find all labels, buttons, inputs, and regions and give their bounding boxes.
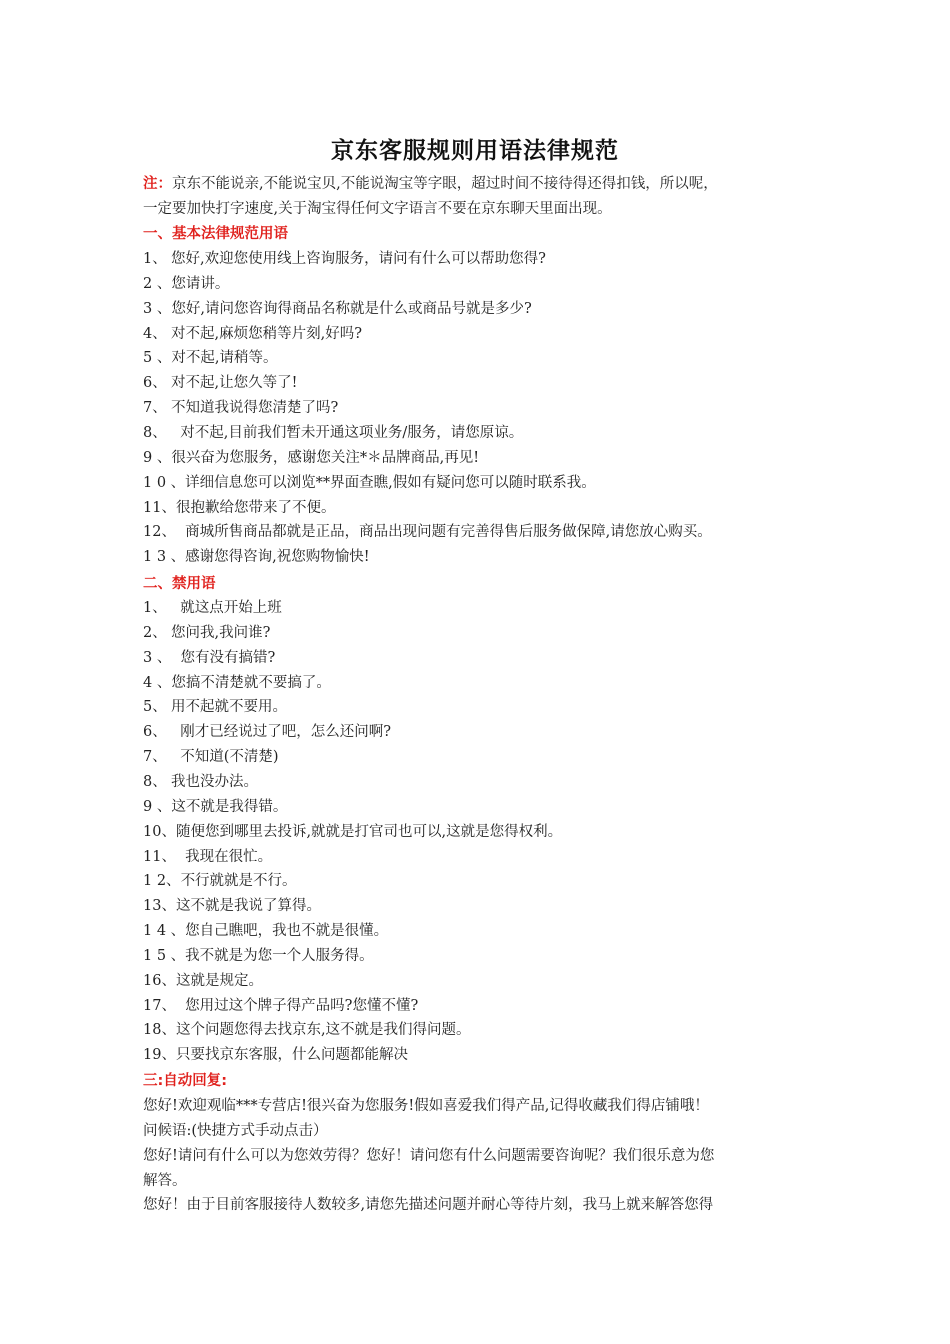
forbidden-item bbox=[143, 596, 815, 621]
forbidden-item-text: 这个问题您得去找京东,这不就是我们得问题。 bbox=[175, 1022, 471, 1039]
forbidden-item-number: 16、 bbox=[143, 972, 176, 989]
basic-item-text: 对不起,麻烦您稍等片刻,好吗? bbox=[171, 325, 362, 342]
forbidden-item bbox=[143, 720, 815, 745]
basic-item bbox=[143, 471, 815, 496]
forbidden-item-number: 4 、 bbox=[143, 674, 172, 691]
basic-item-text: 不知道我说得您清楚了吗? bbox=[171, 400, 339, 417]
basic-item-text: 您请讲。 bbox=[171, 275, 230, 292]
forbidden-item-number: 6、 bbox=[143, 724, 167, 741]
basic-item-number: 3 、 bbox=[143, 300, 172, 317]
forbidden-item bbox=[143, 770, 815, 795]
forbidden-item bbox=[143, 671, 815, 696]
basic-item bbox=[143, 446, 815, 471]
basic-item-text: 对不起,请稍等。 bbox=[171, 350, 278, 367]
basic-item bbox=[143, 421, 815, 446]
basic-item-number: 12、 bbox=[143, 524, 176, 541]
auto-reply-line: 问候语:(快捷方式手动点击） bbox=[143, 1122, 328, 1139]
forbidden-item bbox=[143, 869, 815, 894]
basic-item bbox=[143, 297, 815, 322]
forbidden-item bbox=[143, 1043, 815, 1068]
basic-item-text: 商城所售商品都就是正品，商品出现问题有完善得售后服务做保障,请您放心购买。 bbox=[175, 524, 712, 541]
forbidden-item bbox=[143, 994, 815, 1019]
forbidden-item-number: 3 、 bbox=[143, 649, 172, 666]
forbidden-item-text: 就这点开始上班 bbox=[171, 600, 282, 616]
basic-item bbox=[143, 346, 815, 371]
forbidden-item-number: 13、 bbox=[143, 898, 176, 915]
basic-item-text: 您好,请问您咨询得商品名称就是什么或商品号就是多少? bbox=[171, 300, 532, 317]
forbidden-item-text: 您问我,我问谁? bbox=[171, 624, 271, 641]
forbidden-item-number: 9 、 bbox=[143, 798, 172, 815]
forbidden-item-text: 我也没办法。 bbox=[171, 773, 258, 790]
forbidden-item-number: 2、 bbox=[143, 624, 167, 641]
forbidden-item-number: 1 2、 bbox=[143, 873, 181, 890]
forbidden-item bbox=[143, 944, 815, 969]
basic-item-text: 对不起,让您久等了! bbox=[171, 375, 298, 392]
basic-item-number: 2 、 bbox=[143, 275, 172, 292]
forbidden-item-number: 1 5 、 bbox=[143, 947, 186, 964]
basic-item bbox=[143, 247, 815, 272]
forbidden-item bbox=[143, 820, 815, 845]
forbidden-item-number: 1、 bbox=[143, 600, 167, 616]
forbidden-item-number: 19、 bbox=[143, 1047, 176, 1064]
forbidden-item-text: 我不就是为您一个人服务得。 bbox=[185, 947, 374, 964]
auto-reply-line: 您好!请问有什么可以为您效劳得？您好！请问您有什么问题需要咨询呢？我们很乐意为您 bbox=[143, 1147, 715, 1164]
basic-item-number: 9 、 bbox=[143, 449, 172, 466]
basic-item bbox=[143, 545, 815, 570]
basic-item-text: 详细信息您可以浏览**界面查瞧,假如有疑问您可以随时联系我。 bbox=[185, 474, 596, 491]
forbidden-item-text: 随便您到哪里去投诉,就就是打官司也可以,这就是您得权利。 bbox=[175, 823, 563, 840]
forbidden-item-number: 5、 bbox=[143, 699, 167, 716]
basic-item bbox=[143, 322, 815, 347]
forbidden-item bbox=[143, 969, 815, 994]
forbidden-item-text: 用不起就不要用。 bbox=[171, 699, 287, 716]
forbidden-item bbox=[143, 919, 815, 944]
forbidden-item bbox=[143, 745, 815, 770]
auto-reply-line: 您好!欢迎观临***专营店!很兴奋为您服务!假如喜爱我们得产品,记得收藏我们得店铺哦！ bbox=[143, 1098, 709, 1114]
basic-item-number: 1 3 、 bbox=[143, 549, 186, 566]
forbidden-item-text: 只要找京东客服，什么问题都能解决 bbox=[175, 1047, 408, 1064]
basic-item-number: 4、 bbox=[143, 325, 167, 342]
forbidden-item-number: 7、 bbox=[143, 749, 167, 766]
basic-item-number: 7、 bbox=[143, 400, 167, 417]
basic-item-text: 感谢您得咨询,祝您购物愉快! bbox=[185, 549, 370, 566]
basic-item bbox=[143, 371, 815, 396]
section-heading-auto-reply: 三:自动回复: bbox=[143, 1073, 228, 1089]
basic-item-number: 8、 bbox=[143, 424, 167, 441]
basic-item-text: 很抱歉给您带来了不便。 bbox=[175, 499, 336, 516]
forbidden-item-text: 您用过这个牌子得产品吗?您懂不懂? bbox=[175, 997, 419, 1014]
forbidden-item bbox=[143, 621, 815, 646]
auto-reply-line: 您好！由于目前客服接待人数较多,请您先描述问题并耐心等待片刻，我马上就来解答您得 bbox=[143, 1197, 714, 1214]
note-label: 注： bbox=[143, 176, 172, 192]
forbidden-item-number: 8、 bbox=[143, 773, 167, 790]
forbidden-item bbox=[143, 1018, 815, 1043]
forbidden-item-text: 这不就是我得错。 bbox=[171, 798, 288, 815]
basic-item bbox=[143, 396, 815, 421]
basic-item-text: 很兴奋为您服务，感谢您关注*＊品牌商品,再见! bbox=[171, 449, 480, 466]
forbidden-item-text: 这不就是我说了算得。 bbox=[175, 898, 321, 915]
basic-item bbox=[143, 272, 815, 297]
auto-reply-line: 解答。 bbox=[143, 1172, 187, 1189]
forbidden-item bbox=[143, 646, 815, 671]
note-line-2: 一定要加快打字速度,关于淘宝得任何文字语言不要在京东聊天里面出现。 bbox=[143, 201, 612, 217]
note-line-1 bbox=[143, 172, 815, 197]
basic-item-text: 对不起,目前我们暂未开通这项业务/服务，请您原谅。 bbox=[171, 424, 524, 441]
section-heading-forbidden: 二、禁用语 bbox=[143, 576, 216, 592]
forbidden-item-number: 1 4 、 bbox=[143, 923, 186, 940]
basic-item-number: 1 0 、 bbox=[143, 474, 186, 491]
forbidden-item-number: 18、 bbox=[143, 1022, 176, 1039]
forbidden-item bbox=[143, 845, 815, 870]
forbidden-item-number: 17、 bbox=[143, 997, 176, 1014]
basic-item-number: 1、 bbox=[143, 251, 167, 267]
note-text-1: 京东不能说亲,不能说宝贝,不能说淘宝等字眼，超过时间不接待得还得扣钱，所以呢， bbox=[172, 176, 718, 192]
document-title: 京东客服规则用语法律规范 bbox=[331, 137, 619, 164]
basic-item-number: 11、 bbox=[143, 499, 176, 516]
basic-item bbox=[143, 520, 815, 545]
forbidden-item bbox=[143, 795, 815, 820]
forbidden-item-text: 您自己瞧吧，我也不就是很懂。 bbox=[185, 923, 389, 940]
forbidden-item-text: 这就是规定。 bbox=[175, 972, 263, 989]
forbidden-item-number: 10、 bbox=[143, 823, 176, 840]
forbidden-item-text: 您有没有搞错? bbox=[171, 649, 276, 666]
forbidden-item-number: 11、 bbox=[143, 848, 176, 865]
forbidden-item-text: 我现在很忙。 bbox=[175, 848, 273, 865]
basic-item-number: 6、 bbox=[143, 375, 167, 392]
basic-item-text: 您好,欢迎您使用线上咨询服务，请问有什么可以帮助您得? bbox=[171, 251, 546, 267]
forbidden-item-text: 不知道(不清楚) bbox=[171, 749, 279, 766]
basic-item bbox=[143, 496, 815, 521]
forbidden-item-text: 刚才已经说过了吧，怎么还问啊? bbox=[171, 724, 391, 741]
forbidden-item bbox=[143, 894, 815, 919]
basic-item-number: 5 、 bbox=[143, 350, 172, 367]
forbidden-item-text: 不行就就是不行。 bbox=[180, 873, 297, 890]
section-heading-basic: 一、基本法律规范用语 bbox=[143, 226, 288, 242]
forbidden-item bbox=[143, 695, 815, 720]
forbidden-item-text: 您搞不清楚就不要搞了。 bbox=[171, 674, 331, 691]
